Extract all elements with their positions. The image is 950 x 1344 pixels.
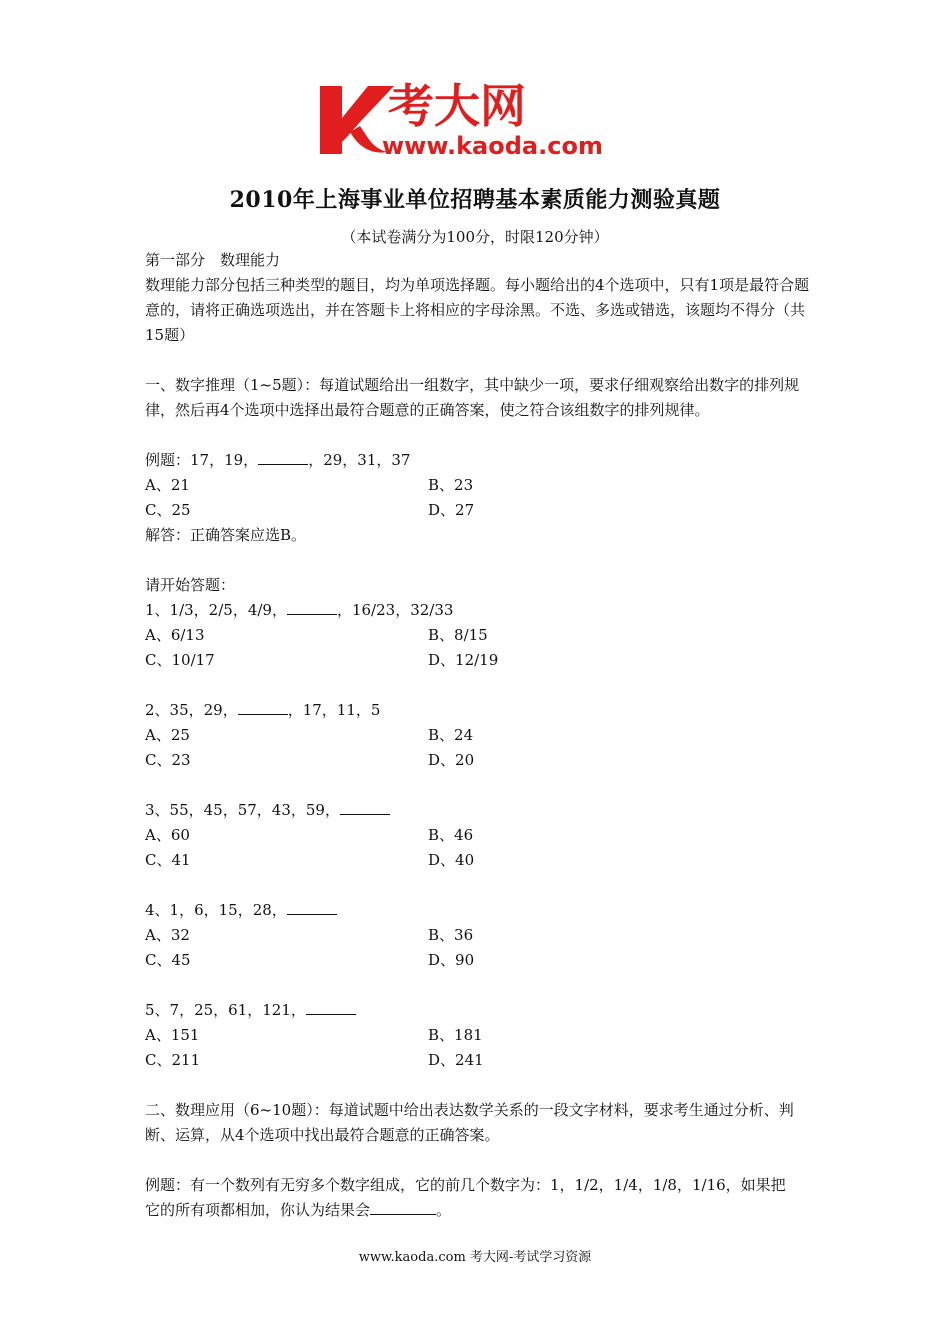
option-d: D、20 (428, 751, 475, 769)
options-row (145, 748, 815, 773)
option-b: B、8/15 (428, 626, 488, 644)
option-d: D、90 (428, 951, 475, 969)
options-row (145, 723, 815, 748)
options-row (145, 823, 815, 848)
start-prompt: 请开始答题： (145, 576, 236, 594)
question-prefix: 3、55，45，57，43，59， (145, 801, 340, 819)
example-options-row-1 (145, 473, 815, 498)
logo-name: 考大网 (388, 82, 526, 133)
options-row (145, 623, 815, 648)
question-2 (145, 698, 815, 723)
example-text: 它的所有项都相加，你认为结果会 (145, 1201, 371, 1219)
answer-blank (238, 698, 288, 715)
example-end: 。 (436, 1201, 452, 1219)
option-a: A、60 (145, 826, 190, 844)
question-prefix: 4、1，6，15，28， (145, 901, 287, 919)
document-subtitle: （本试卷满分为100分，时限120分钟） (341, 228, 609, 246)
option-d: D、40 (428, 851, 475, 869)
option-a: A、25 (145, 726, 190, 744)
options-row (145, 1023, 815, 1048)
answer-blank (287, 898, 337, 915)
answer-blank (258, 448, 308, 465)
example-options-row-2 (145, 498, 815, 523)
question-prefix: 2、35，29， (145, 701, 238, 719)
option-c: C、211 (145, 1051, 201, 1069)
section2-example-line-2 (145, 1198, 815, 1223)
document-body (145, 248, 815, 1223)
kaoda-logo (316, 82, 646, 160)
example-answer: 解答：正确答案应选B。 (145, 526, 307, 544)
options-row (145, 848, 815, 873)
question-prefix: 5、7，25，61，121， (145, 1001, 306, 1019)
answer-blank (306, 998, 356, 1015)
option-a: A、6/13 (145, 626, 205, 644)
question-suffix: ，17，11，5 (287, 701, 381, 719)
option-d: D、241 (428, 1051, 484, 1069)
example-question (145, 448, 815, 473)
option-b: B、24 (428, 726, 474, 744)
options-row (145, 648, 815, 673)
option-c: C、45 (145, 951, 191, 969)
example-option-d: D、27 (428, 501, 475, 519)
question-prefix: 1、1/3，2/5，4/9， (145, 601, 287, 619)
section2-example-line-1: 例题：有一个数列有无穷多个数字组成，它的前几个数字为：1，1/2，1/4，1/8，1/16，如果把 (145, 1176, 786, 1194)
answer-blank (287, 598, 337, 615)
example-prefix: 例题：17，19， (145, 451, 259, 469)
section1-intro: 一、数字推理（1~5题）：每道试题给出一组数字，其中缺少一项，要求仔细观察给出数字的排列规律，然后再4个选项中选择出最符合题意的正确答案，使之符合该组数字的排列规律。 (145, 376, 800, 419)
option-a: A、32 (145, 926, 190, 944)
section2-intro: 二、数理应用（6~10题）：每道试题中给出表达数学关系的一段文字材料，要求考生通过分析、判断、运算，从4个选项中找出最符合题意的正确答案。 (145, 1101, 794, 1144)
option-c: C、23 (145, 751, 191, 769)
options-row (145, 948, 815, 973)
option-b: B、181 (428, 1026, 483, 1044)
page-footer: www.kaoda.com 考大网-考试学习资源 (358, 1250, 592, 1265)
answer-blank (370, 1198, 436, 1215)
option-b: B、46 (428, 826, 474, 844)
example-option-c: C、25 (145, 501, 191, 519)
question-suffix: ，16/23，32/33 (336, 601, 454, 619)
option-b: B、36 (428, 926, 474, 944)
example-option-a: A、21 (145, 476, 190, 494)
question-1 (145, 598, 815, 623)
example-option-b: B、23 (428, 476, 474, 494)
logo-url: www.kaoda.com (382, 132, 603, 160)
option-a: A、151 (145, 1026, 200, 1044)
part1-intro: 数理能力部分包括三种类型的题目，均为单项选择题。每小题给出的4个选项中，只有1项是最符合题意的，请将正确选项选出，并在答题卡上将相应的字母涂黑。不选、多选或错选，该题均不得分（共15题） (145, 276, 810, 344)
answer-blank (340, 798, 390, 815)
option-c: C、41 (145, 851, 191, 869)
part1-heading: 第一部分 数理能力 (145, 251, 281, 269)
question-4 (145, 898, 815, 923)
option-d: D、12/19 (428, 651, 499, 669)
option-c: C、10/17 (145, 651, 215, 669)
options-row (145, 923, 815, 948)
options-row (145, 1048, 815, 1073)
document-title: 2010年上海事业单位招聘基本素质能力测验真题 (229, 187, 721, 213)
question-5 (145, 998, 815, 1023)
example-suffix: ，29，31，37 (308, 451, 411, 469)
question-3 (145, 798, 815, 823)
